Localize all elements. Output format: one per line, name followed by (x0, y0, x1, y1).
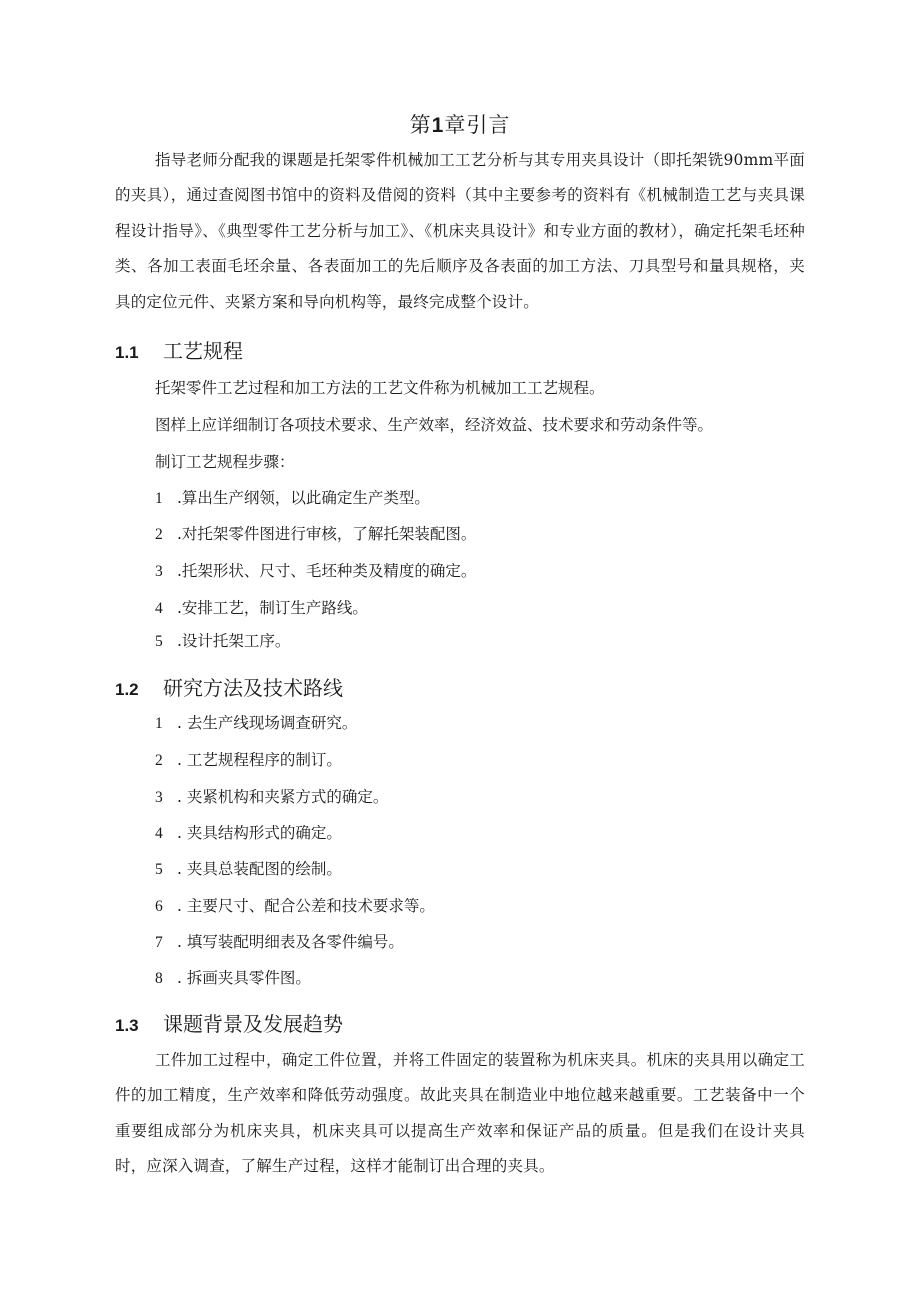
list-item-text: .托架形状、尺寸、毛坯种类及精度的确定。 (177, 562, 477, 580)
list-item (155, 858, 342, 881)
list-item (155, 630, 290, 653)
chapter-number: 1 (431, 114, 445, 137)
list-item-text: .设计托架工序。 (177, 632, 291, 650)
list-item-number: 6 (155, 898, 163, 915)
intro-paragraph: 指导老师分配我的课题是托架零件机械加工工艺分析与其专用夹具设计（即托架铣90mm平面的夹具），通过查阅图书馆中的资料及借阅的资料（其中主要参考的资料有《机械制造工艺与夹具课程设计指导》、《典型零件工艺分析与加工》、《机床夹具设计》和专业方面的教材），确定托架毛坯种类、各加工表面毛坯余量、各表面加工的先后顺序及各表面的加工方法、刀具型号和量具规格，夹具的定位元件、夹紧方案和导向机构等，最终完成整个设计。 (115, 151, 805, 311)
list-item-text: . 主要尺寸、配合公差和技术要求等。 (177, 897, 435, 915)
list-item-text: . 填写装配明细表及各零件编号。 (177, 933, 404, 951)
list-item-text: .安排工艺，制订生产路线。 (177, 599, 368, 617)
list-item-number: 2 (155, 752, 163, 769)
list-item-text: . 去生产线现场调查研究。 (177, 714, 358, 732)
list-item (155, 931, 404, 954)
list-item-number: 5 (155, 861, 163, 878)
list-item-number: 3 (155, 789, 163, 806)
section1-line-1: 托架零件工艺过程和加工方法的工艺文件称为机械加工工艺规程。 (155, 379, 605, 397)
list-item-number: 7 (155, 934, 163, 951)
list-item (155, 560, 476, 583)
list-item-text: . 拆画夹具零件图。 (177, 969, 311, 987)
section-heading-1-2 (115, 674, 343, 704)
list-item (155, 597, 368, 620)
list-item (155, 822, 342, 845)
section1-line-2: 图样上应详细制订各项技术要求、生产效率，经济效益、技术要求和劳动条件等。 (155, 416, 714, 434)
list-item-text: . 夹具结构形式的确定。 (177, 824, 342, 842)
list-item-text: . 工艺规程程序的制订。 (177, 751, 342, 769)
list-item-number: 2 (155, 526, 163, 543)
chapter-prefix: 第 (409, 113, 432, 137)
list-item (155, 749, 342, 772)
section-heading-1-1 (115, 337, 243, 367)
chapter-title (0, 111, 920, 140)
section-title: 课题背景及发展趋势 (163, 1012, 343, 1036)
list-item-number: 1 (155, 490, 163, 507)
section-title: 研究方法及技术路线 (163, 676, 343, 700)
section-number: 1.3 (115, 1016, 139, 1035)
list-item-number: 8 (155, 970, 163, 987)
section-number: 1.2 (115, 680, 139, 699)
list-item-number: 1 (155, 715, 163, 732)
section-number: 1.1 (115, 343, 139, 362)
list-item-text: . 夹紧机构和夹紧方式的确定。 (177, 788, 389, 806)
section-title: 工艺规程 (163, 339, 243, 363)
list-item-number: 3 (155, 563, 163, 580)
list-item-text: .算出生产纲领，以此确定生产类型。 (177, 489, 430, 507)
section-heading-1-3 (115, 1010, 343, 1040)
list-item-text: .对托架零件图进行审核，了解托架装配图。 (177, 525, 477, 543)
section3-paragraph: 工件加工过程中，确定工件位置，并将工件固定的装置称为机床夹具。机床的夹具用以确定工件的加工精度，生产效率和降低劳动强度。故此夹具在制造业中地位越来越重要。工艺装备中一个重要组成部分为机床夹具，机床夹具可以提高生产效率和保证产品的质量。但是我们在设计夹具时，应深入调查，了解生产过程，这样才能制订出合理的夹具。 (115, 1051, 805, 1176)
list-item-number: 5 (155, 633, 163, 650)
list-item (155, 712, 357, 735)
list-item (155, 895, 435, 918)
list-item (155, 967, 311, 990)
list-item-number: 4 (155, 825, 163, 842)
chapter-title-text: 章引言 (444, 113, 511, 137)
list-item (155, 786, 388, 809)
list-item (155, 487, 430, 510)
list-item (155, 523, 476, 546)
list-item-text: . 夹具总装配图的绘制。 (177, 860, 342, 878)
section1-line-3: 制订工艺规程步骤： (155, 453, 295, 471)
list-item-number: 4 (155, 600, 163, 617)
